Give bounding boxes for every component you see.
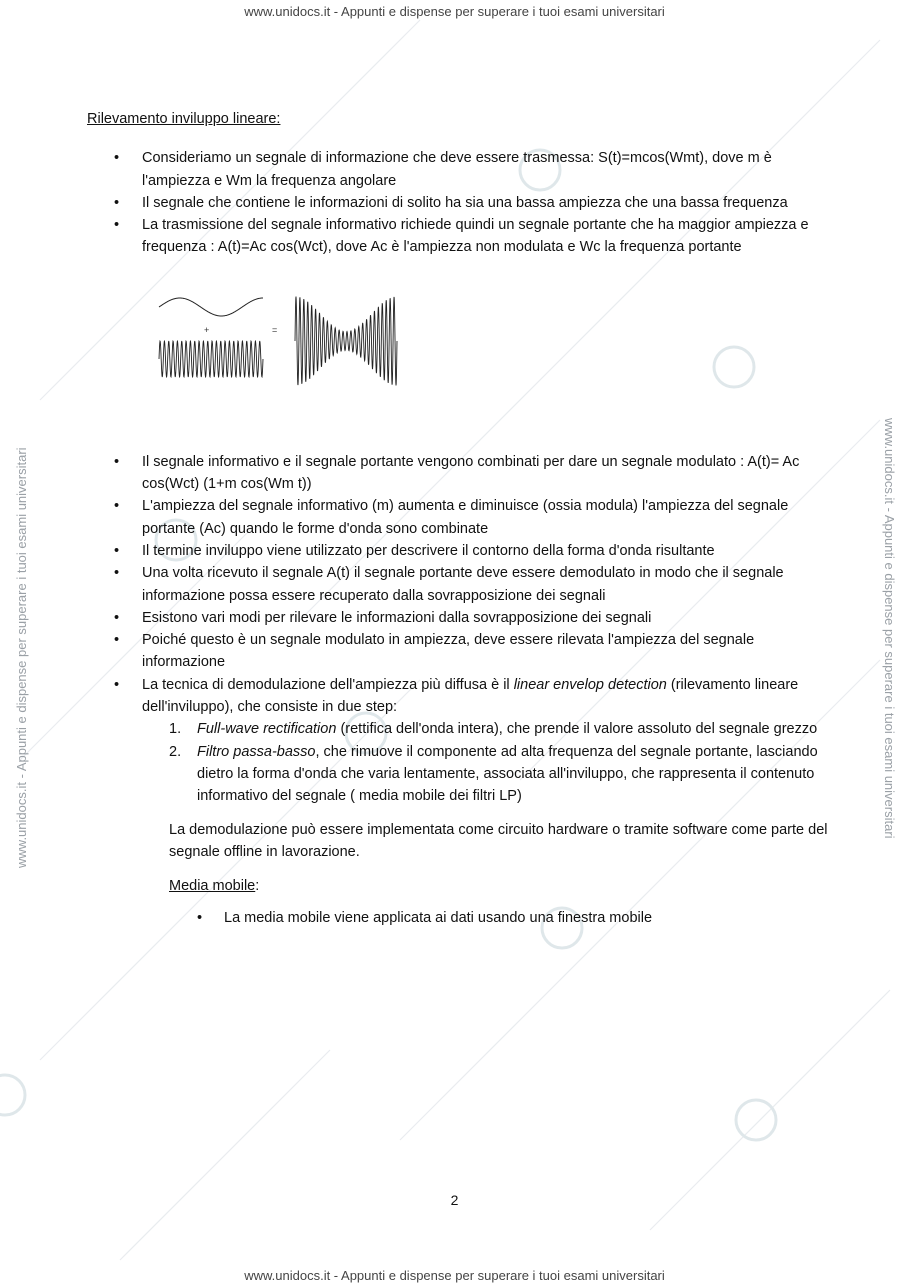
list-item: • Una volta ricevuto il segnale A(t) il segnale portante deve essere demodulato in modo che il segnale informazione possa essere recuperato dalla sovrapposizione dei segnali <box>87 562 837 607</box>
list-item: • La media mobile viene applicata ai dati usando una finestra mobile <box>87 907 837 929</box>
list-item: • Poiché questo è un segnale modulato in ampiezza, deve essere rilevata l'ampiezza del segnale informazione <box>87 629 837 674</box>
step-number: 2. <box>169 743 182 760</box>
step-italic: Full-wave rectification <box>197 721 337 738</box>
watermark-bottom <box>0 1268 909 1283</box>
sub-heading <box>169 875 837 897</box>
document-body <box>87 108 837 930</box>
bullet-list-bottom <box>87 451 837 719</box>
modulated-wave <box>295 296 397 385</box>
step-number: 1. <box>169 721 182 738</box>
watermark-top-text: www.unidocs.it - Appunti e dispense per superare i tuoi esami universitari <box>244 4 665 19</box>
watermark-top <box>0 4 909 19</box>
watermark-side-right: www.unidocs.it - Appunti e dispense per superare i tuoi esami universitari <box>882 418 897 839</box>
section-heading: Rilevamento inviluppo lineare: <box>87 111 281 127</box>
list-item-text: (rilevamento lineare dell'inviluppo), che consiste in due step: <box>142 676 799 716</box>
step-italic: Filtro passa-basso <box>197 743 316 760</box>
watermark-bottom-text: www.unidocs.it - Appunti e dispense per superare i tuoi esami universitari <box>244 1268 665 1283</box>
step-text: , che rimuove il componente ad alta frequenza del segnale portante, lasciando dietro la forma d'onda che varia lentamente, associata all'inviluppo, che rappresenta il contenuto informativo del segnale ( media mobile dei filtri LP) <box>197 743 818 805</box>
sub-heading-text: Media mobile <box>169 878 256 895</box>
steps-list <box>87 718 837 807</box>
step-text: (rettifica dell'onda intera), che prende il valore assoluto del segnale grezzo <box>336 721 818 738</box>
am-waveform-diagram <box>157 293 417 393</box>
page-number: 2 <box>450 1192 459 1208</box>
list-item-text: La tecnica di demodulazione dell'ampiezza più diffusa è il <box>142 676 514 693</box>
watermark-side-left: www.unidocs.it - Appunti e dispense per superare i tuoi esami universitari <box>14 447 29 868</box>
step-item <box>87 741 837 808</box>
list-item-italic: linear envelop detection <box>513 676 667 693</box>
list-item: • Consideriamo un segnale di informazione che deve essere trasmessa: S(t)=mcos(Wmt), dove m è l'ampiezza e Wm la frequenza angolare <box>87 147 837 192</box>
sub-bullet-list <box>87 907 837 929</box>
plus-sign: + <box>204 324 210 335</box>
list-item: • La trasmissione del segnale informativo richiede quindi un segnale portante che ha maggior ampiezza e frequenza : A(t)=Ac cos(Wct), dove Ac è l'ampiezza non modulata e Wc la frequenza portante <box>87 214 837 259</box>
bullet-list-top <box>87 147 837 258</box>
paragraph: La demodulazione può essere implementata come circuito hardware o tramite software come parte del segnale offline in lavorazione. <box>169 821 828 860</box>
carrier-wave <box>159 341 263 377</box>
equals-sign: = <box>272 324 278 335</box>
sub-heading-colon: : <box>255 878 260 895</box>
am-signal-figure <box>87 259 837 451</box>
list-item: • Esistono vari modi per rilevare le informazioni dalla sovrapposizione dei segnali <box>87 607 837 629</box>
list-item: • L'ampiezza del segnale informativo (m) aumenta e diminuisce (ossia modula) l'ampiezza del segnale portante (Ac) quando le forme d'onda sono combinate <box>87 495 837 540</box>
list-item: • Il segnale che contiene le informazioni di solito ha sia una bassa ampiezza che una bassa frequenza <box>87 192 837 214</box>
step-item <box>87 718 837 740</box>
message-wave <box>159 298 263 316</box>
list-item <box>87 674 837 719</box>
list-item: • Il termine inviluppo viene utilizzato per descrivere il contorno della forma d'onda risultante <box>87 540 837 562</box>
list-item: • Il segnale informativo e il segnale portante vengono combinati per dare un segnale modulato : A(t)= Ac cos(Wct) (1+m cos(Wm t)) <box>87 451 837 496</box>
